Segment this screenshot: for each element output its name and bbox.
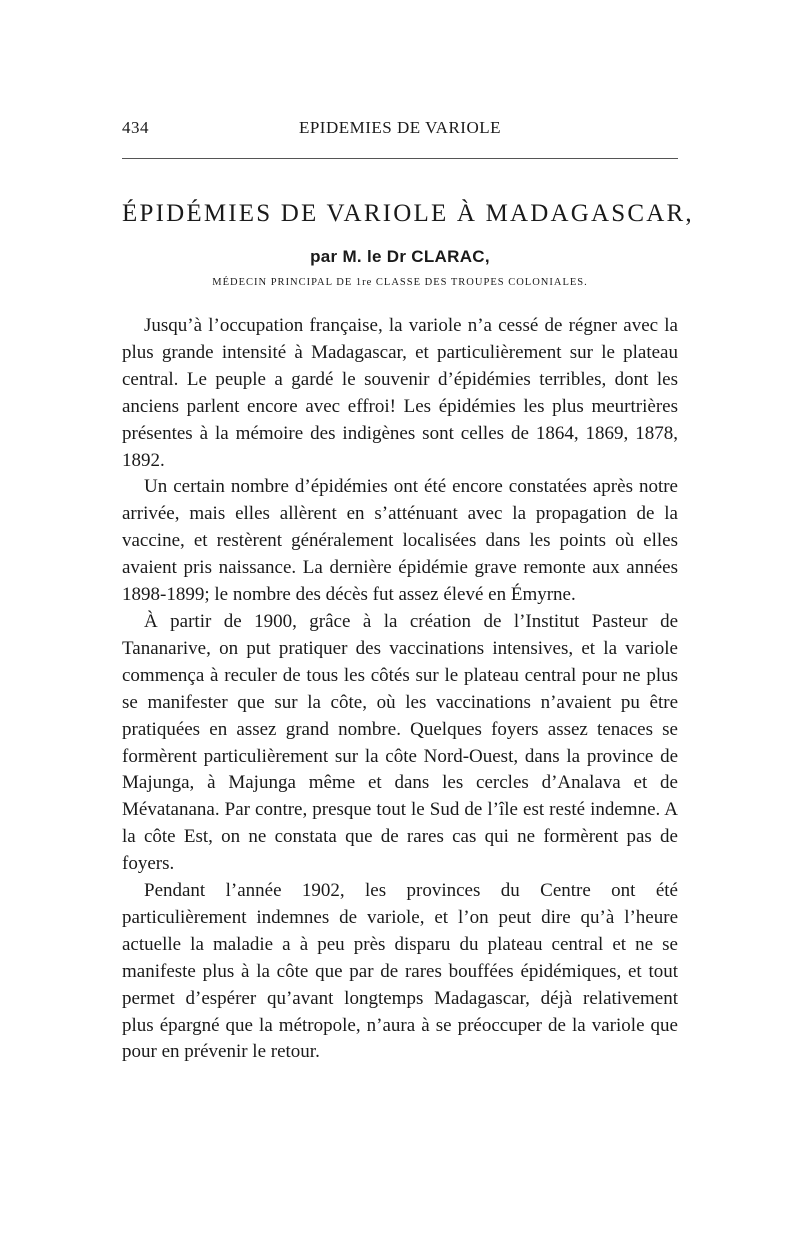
article-body <box>122 313 678 1066</box>
page-number: 434 <box>122 118 149 137</box>
paragraph-3: À partir de 1900, grâce à la création de l’Institut Pasteur de Tananarive, on put pratiquer des vaccinations intensives, et la variole commença à reculer de tous les côtés sur le plateau central pour ne plus se manifester que sur la côte, où les vaccinations n’avaient pu être pratiquées en assez grand nombre. Quelques foyers assez tenaces se formèrent particulièrement sur la côte Nord-Ouest, dans la province de Majunga, à Majunga même et dans les cercles d’Analava et de Mévatanana. Par contre, presque tout le Sud de l’île est resté indemne. A la côte Est, on ne constata que de rares cas qui ne formèrent pas de foyers. <box>122 610 678 875</box>
article-title: ÉPIDÉMIES DE VARIOLE À MADAGASCAR, <box>122 200 694 227</box>
paragraph-4: Pendant l’année 1902, les provinces du Centre ont été particulièrement indemnes de variole, et l’on peut dire qu’à l’heure actuelle la maladie a à peu près disparu du plateau central et ne se manifeste plus à la côte que par de rares bouffées épidémiques, et tout permet d’espérer qu’avant longtemps Madagascar, déjà relativement plus épargné que la métropole, n’aura à se préoccuper de la variole que pour en prévenir le retour. <box>122 880 678 1063</box>
header-rule <box>122 158 678 159</box>
running-title: EPIDEMIES DE VARIOLE <box>298 118 502 137</box>
running-head <box>122 118 678 142</box>
author-byline: par M. le Dr CLARAC, <box>310 247 490 266</box>
paragraph-2: Un certain nombre d’épidémies ont été encore constatées après notre arrivée, mais elles allèrent en s’atténuant avec la propagation de la vaccine, et restèrent généralement localisées dans les points où elles avaient pris naissance. La dernière épidémie grave remonte aux années 1898-1899; le nombre des décès fut assez élevé en Émyrne. <box>122 476 678 606</box>
paragraph-1: Jusqu’à l’occupation française, la variole n’a cessé de régner avec la plus grande intensité à Madagascar, et particulièrement sur le plateau central. Le peuple a gardé le souvenir d’épidémies terribles, dont les anciens parlent encore avec effroi! Les épidémies les plus meurtrières présentes à la mémoire des indigènes sont celles de 1864, 1869, 1878, 1892. <box>122 315 678 471</box>
author-affiliation: MÉDECIN PRINCIPAL DE 1re CLASSE DES TROUPES COLONIALES. <box>212 277 588 288</box>
